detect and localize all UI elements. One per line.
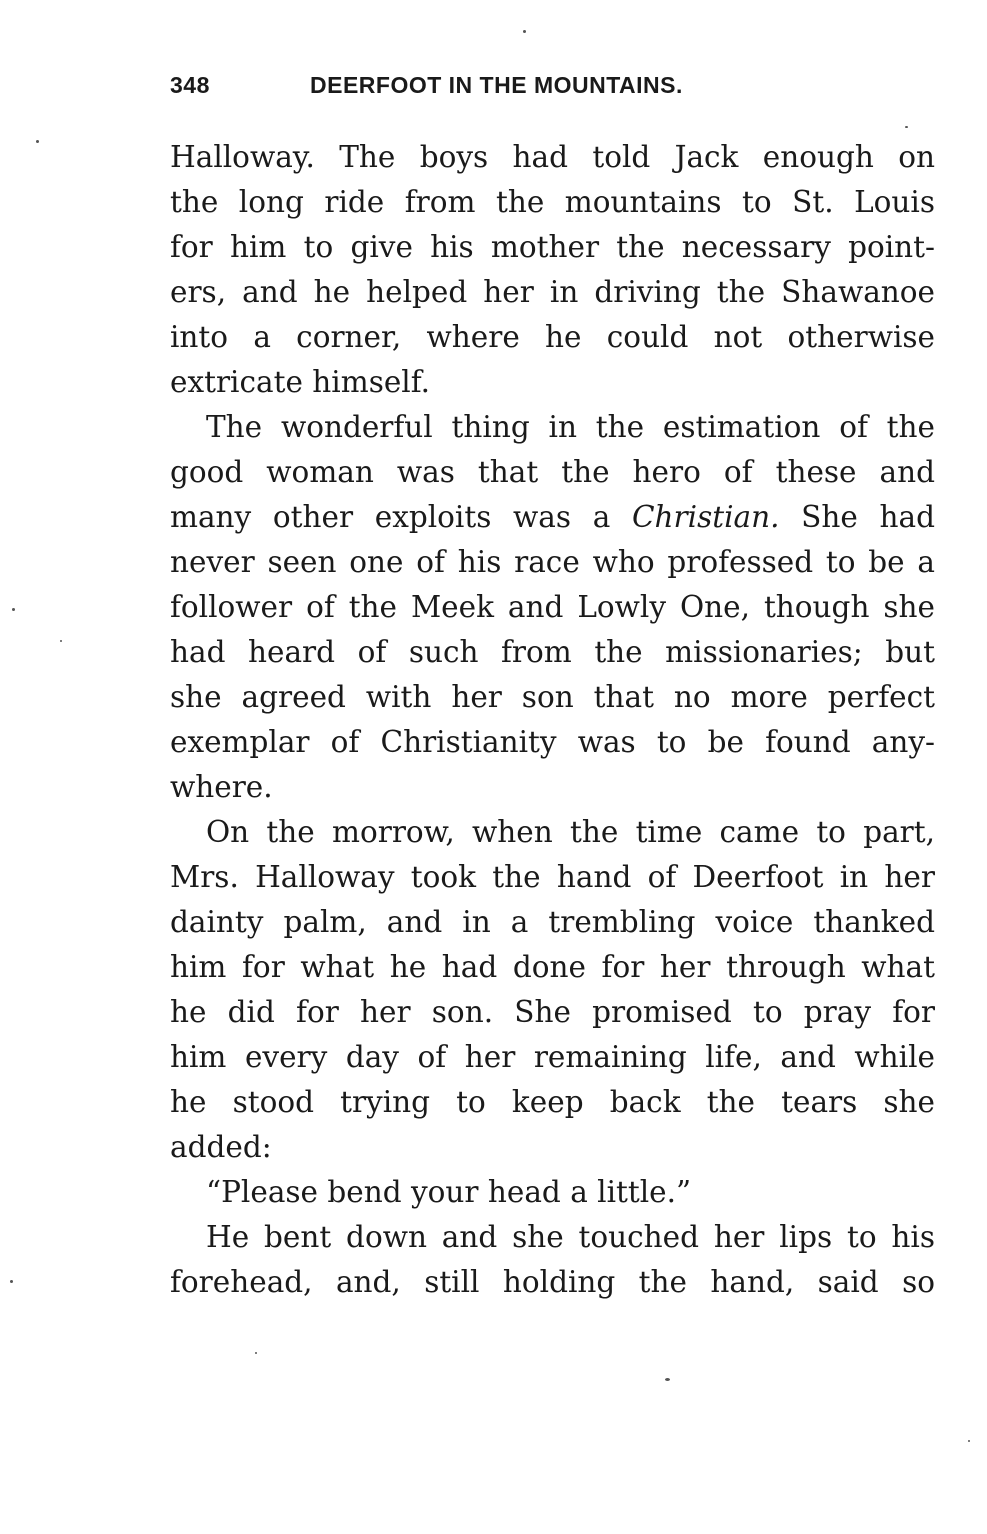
- text-segment: many other exploits was a: [170, 500, 632, 534]
- text-line: had heard of such from the missionaries; but: [170, 635, 935, 669]
- page-header: [170, 72, 935, 108]
- scan-speck: [665, 1378, 670, 1381]
- running-title: DEERFOOT IN THE MOUNTAINS.: [310, 72, 683, 98]
- text-line: into a corner, where he could not otherwise: [170, 320, 935, 354]
- body-text: [170, 135, 935, 1305]
- text-line: for him to give his mother the necessary point-: [170, 230, 935, 264]
- text-line: the long ride from the mountains to St. Louis: [170, 185, 935, 219]
- text-line-with-italic: [170, 495, 935, 540]
- italic-word: Christian.: [631, 500, 780, 534]
- scan-speck: [60, 640, 62, 642]
- text-segment: She had: [779, 500, 935, 534]
- text-line: extricate himself.: [170, 365, 430, 399]
- page-number: 348: [170, 72, 210, 98]
- text-line: him for what he had done for her through what: [170, 950, 935, 984]
- text-line: follower of the Meek and Lowly One, though she: [170, 590, 935, 624]
- text-line: “Please bend your head a little.”: [206, 1175, 692, 1209]
- text-line: never seen one of his race who professed to be a: [170, 545, 935, 579]
- scan-speck: [523, 30, 526, 33]
- scan-speck: [36, 140, 39, 143]
- scan-speck: [10, 1280, 13, 1283]
- scan-speck: [12, 608, 15, 611]
- text-line: The wonderful thing in the estimation of the: [206, 410, 935, 444]
- text-line: dainty palm, and in a trembling voice thanked: [170, 905, 935, 939]
- text-line: ers, and he helped her in driving the Shawanoe: [170, 275, 935, 309]
- text-line: He bent down and she touched her lips to his: [206, 1220, 935, 1254]
- scan-speck: [255, 1352, 257, 1354]
- text-line: Mrs. Halloway took the hand of Deerfoot in her: [170, 860, 935, 894]
- scan-speck: [968, 1440, 970, 1442]
- text-line: he did for her son. She promised to pray for: [170, 995, 935, 1029]
- text-line: Halloway. The boys had told Jack enough on: [170, 140, 935, 174]
- text-line: On the morrow, when the time came to part,: [206, 815, 935, 849]
- scan-speck: [905, 126, 908, 128]
- text-line: added:: [170, 1130, 272, 1164]
- text-line: exemplar of Christianity was to be found any-: [170, 725, 935, 759]
- text-line: she agreed with her son that no more perfect: [170, 680, 935, 714]
- text-line: forehead, and, still holding the hand, said so: [170, 1265, 935, 1299]
- text-line: where.: [170, 770, 273, 804]
- text-line: good woman was that the hero of these and: [170, 455, 935, 489]
- text-line: him every day of her remaining life, and while: [170, 1040, 935, 1074]
- text-line: he stood trying to keep back the tears she: [170, 1085, 935, 1119]
